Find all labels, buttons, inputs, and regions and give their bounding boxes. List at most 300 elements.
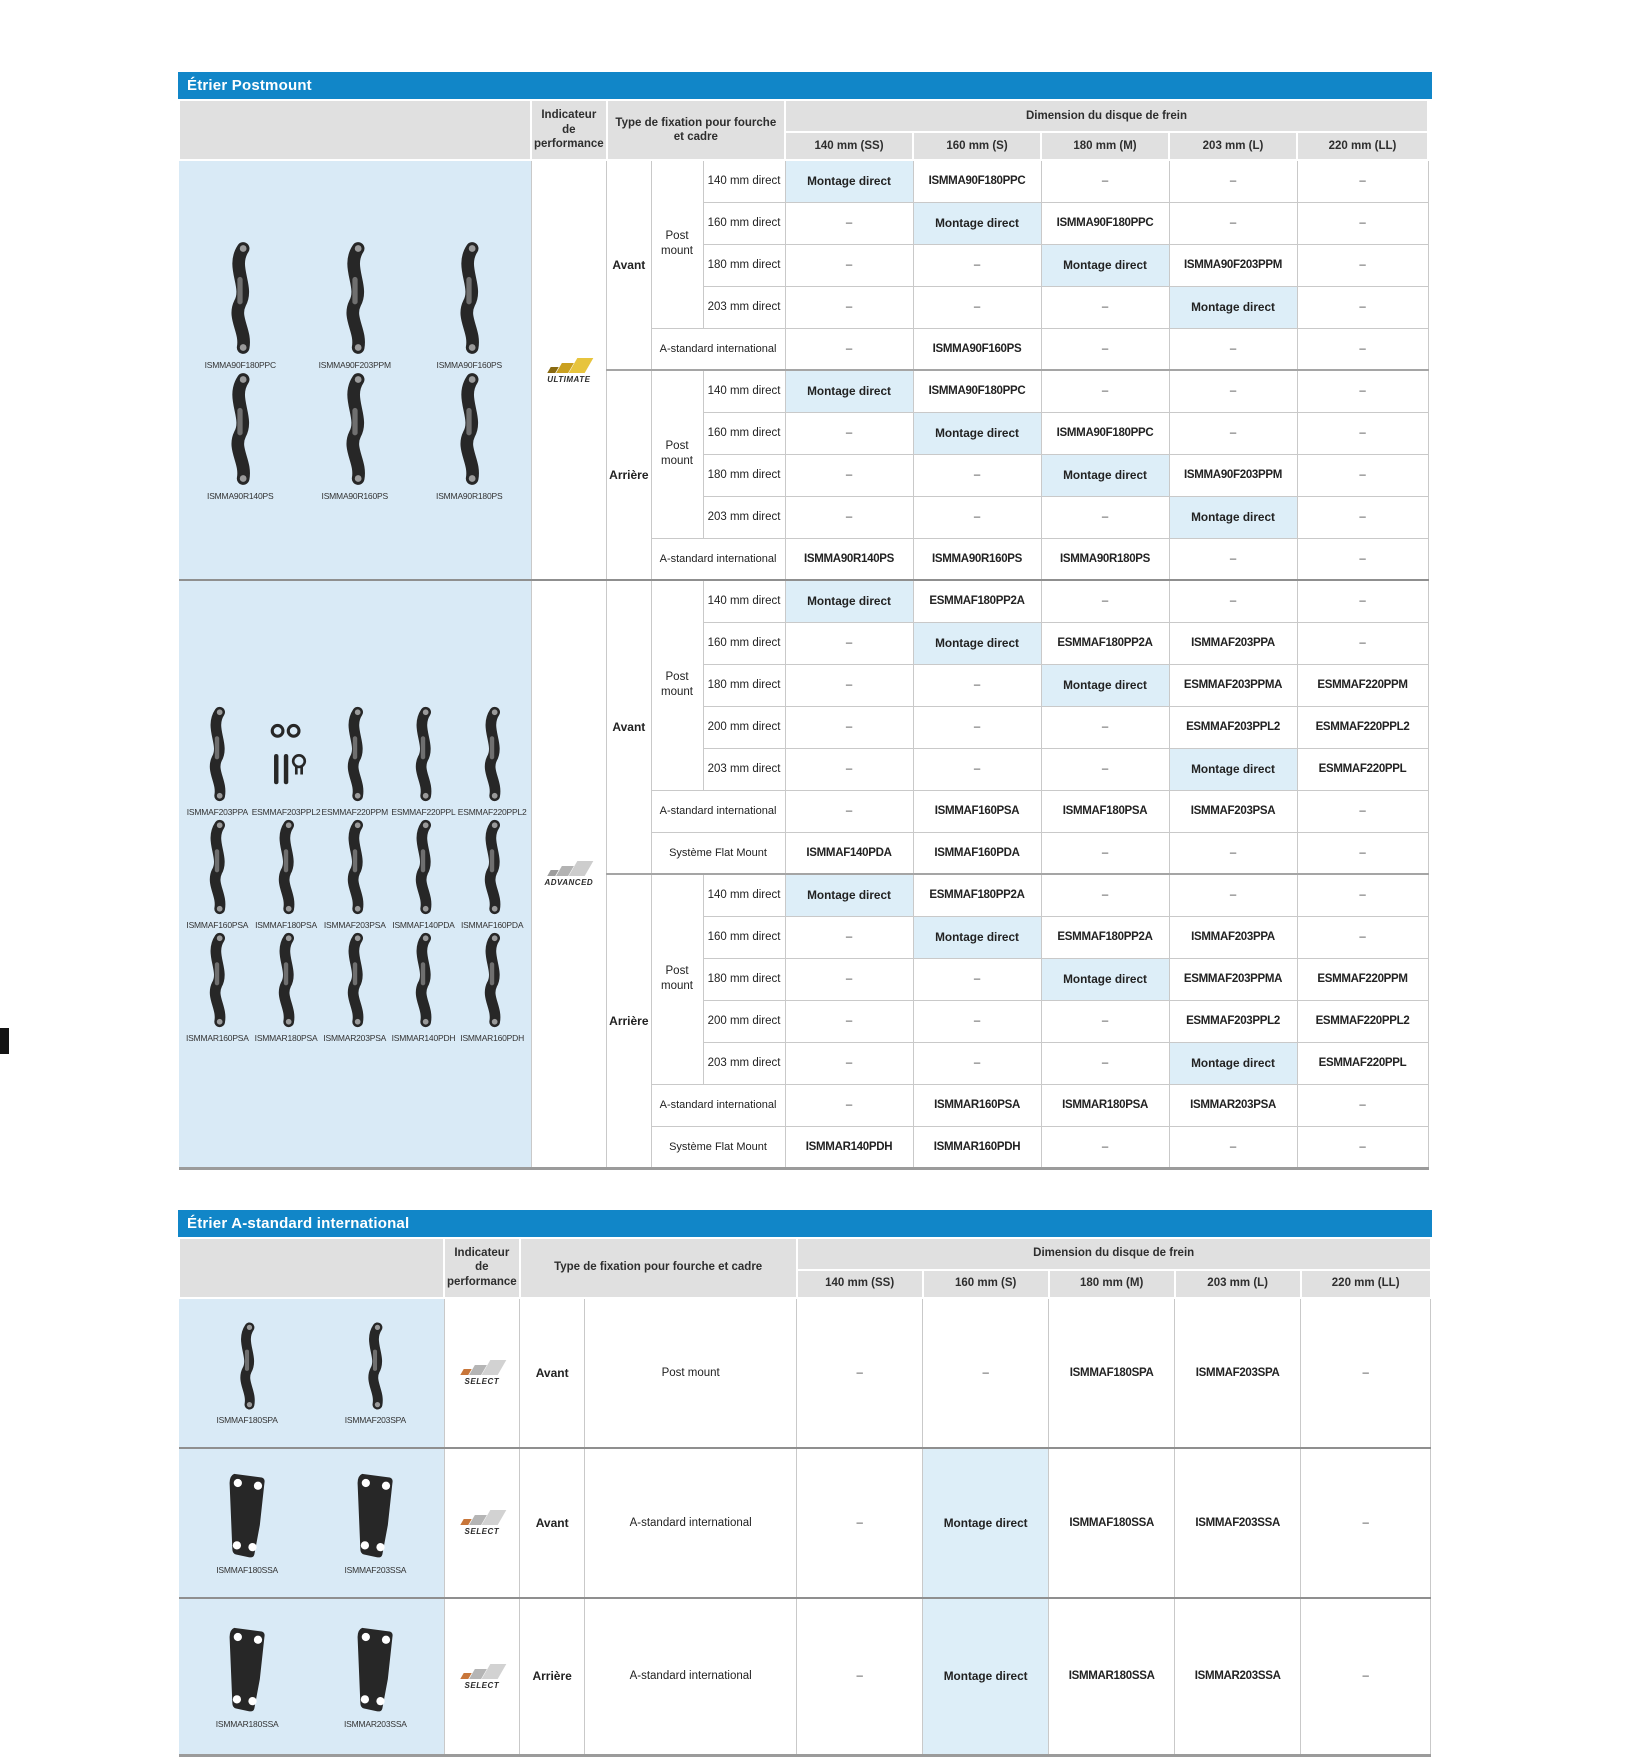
compat-cell-direct-mount: Montage direct: [785, 370, 913, 412]
compat-cell-empty: –: [1297, 496, 1428, 538]
compat-cell-model: ISMMA90R140PS: [785, 538, 913, 580]
direct-size-cell: 200 mm direct: [703, 1000, 785, 1042]
compat-cell-empty: –: [785, 958, 913, 1000]
compat-cell-direct-mount: Montage direct: [1041, 664, 1169, 706]
compat-cell-empty: –: [1041, 496, 1169, 538]
compat-cell-model: ESMMAF180PP2A: [1041, 622, 1169, 664]
mount-type-cell: Post mount: [651, 580, 703, 790]
product-figure: [389, 930, 458, 1043]
product-figure: [412, 370, 527, 501]
compat-cell-empty: –: [1297, 538, 1428, 580]
compat-cell-model: ISMMAF203PPA: [1169, 916, 1297, 958]
product-figure: [458, 817, 527, 930]
product-figure: [183, 1624, 311, 1729]
product-image-group: [183, 1624, 440, 1729]
product-code-label: ISMMAF180SSA: [216, 1565, 279, 1575]
product-code-label: ISMMAR203SSA: [343, 1718, 407, 1729]
astandard-table-host: [178, 1237, 1432, 1758]
compat-cell-empty: –: [1169, 538, 1297, 580]
compat-cell-empty: –: [1297, 916, 1428, 958]
compat-cell-empty: –: [797, 1448, 923, 1598]
compat-cell-empty: –: [1169, 832, 1297, 874]
adapter-bracket-image: [201, 930, 233, 1030]
fixation-type-cell: Système Flat Mount: [651, 1126, 785, 1168]
product-code-label: ISMMA90F180PPC: [204, 360, 276, 370]
compat-cell-model: ESMMAF180PP2A: [913, 874, 1041, 916]
performance-bars-icon: [549, 860, 589, 876]
fixation-type-cell: A-standard international: [651, 1084, 785, 1126]
performance-logo-ultimate: [532, 357, 607, 384]
compat-cell-model: ESMMAF220PPL: [1297, 1042, 1428, 1084]
compat-cell-empty: –: [785, 916, 913, 958]
compat-cell-empty: –: [785, 1042, 913, 1084]
compat-cell-empty: –: [1169, 370, 1297, 412]
adapter-bracket-image: [201, 817, 233, 917]
compat-cell-empty: –: [913, 454, 1041, 496]
product-code-label: ISMMA90F203PPM: [318, 360, 391, 370]
product-figure: [311, 1624, 439, 1729]
adapter-bracket-image: [270, 930, 302, 1030]
compat-cell-empty: –: [785, 412, 913, 454]
adapter-bracket-image: [221, 370, 259, 488]
compat-cell-empty: –: [1301, 1298, 1431, 1448]
product-code-label: ISMMAR180PSA: [254, 1033, 318, 1044]
compat-cell-empty: –: [1297, 1084, 1428, 1126]
product-code-label: ISMMAF180PSA: [255, 920, 317, 931]
compat-cell-model: ESMMAF220PPL: [1297, 748, 1428, 790]
product-code-label: ISMMAR203PSA: [323, 1033, 387, 1044]
compat-cell-empty: –: [913, 958, 1041, 1000]
compat-cell-empty: –: [1297, 286, 1428, 328]
compat-cell-empty: –: [785, 1000, 913, 1042]
compat-cell-empty: –: [785, 1084, 913, 1126]
product-figure: [252, 704, 321, 817]
compat-cell-direct-mount: Montage direct: [785, 160, 913, 202]
product-code-label: ISMMAR180SSA: [215, 1718, 279, 1729]
product-images-cell: [179, 1298, 444, 1448]
direct-size-cell: 140 mm direct: [703, 370, 785, 412]
astandard-title: Étrier A-standard international: [178, 1210, 1432, 1237]
orientation-cell: Avant: [520, 1448, 585, 1598]
product-figure: [252, 930, 321, 1043]
product-figure: [320, 930, 389, 1043]
astandard-compat-table: [178, 1237, 1432, 1758]
product-image-group: [183, 704, 527, 817]
performance-cell: [444, 1598, 520, 1756]
direct-size-cell: 160 mm direct: [703, 202, 785, 244]
compat-cell-empty: –: [1041, 370, 1169, 412]
product-code-label: ISMMAF140PDA: [392, 920, 455, 931]
orientation-cell: Arrière: [607, 370, 651, 580]
compat-cell-model: ISMMAF203SPA: [1175, 1298, 1301, 1448]
astandard-section: [178, 1210, 1432, 1758]
compat-cell-model: ISMMAF160PSA: [913, 790, 1041, 832]
compat-cell-direct-mount: Montage direct: [923, 1598, 1049, 1756]
direct-size-cell: 180 mm direct: [703, 664, 785, 706]
adapter-parts-kit-image: [266, 704, 307, 804]
header-row-groups: [179, 1238, 1431, 1270]
compat-cell-empty: –: [1041, 832, 1169, 874]
adapter-bracket-image: [336, 239, 374, 357]
performance-logo-select: [445, 1663, 520, 1690]
compat-cell-direct-mount: Montage direct: [1041, 958, 1169, 1000]
compat-cell-empty: –: [1297, 244, 1428, 286]
compat-cell-empty: –: [785, 748, 913, 790]
product-figure: [183, 1320, 311, 1425]
performance-name: SELECT: [464, 1377, 500, 1386]
compat-cell-empty: –: [1297, 1126, 1428, 1168]
mount-type-cell: Post mount: [651, 160, 703, 328]
compat-cell-empty: –: [785, 664, 913, 706]
compat-cell-model: ISMMA90F180PPC: [1041, 202, 1169, 244]
compat-cell-model: ISMMAF203PPA: [1169, 622, 1297, 664]
product-images-cell: [179, 580, 531, 1168]
postmount-table-host: [178, 99, 1432, 1170]
product-code-label: ISMMAR140PDH: [391, 1033, 456, 1044]
compat-cell-empty: –: [797, 1298, 923, 1448]
adapter-bracket-image: [450, 370, 488, 488]
direct-size-cell: 203 mm direct: [703, 496, 785, 538]
postmount-section: [178, 72, 1432, 1170]
compat-cell-empty: –: [1041, 1126, 1169, 1168]
orientation-cell: Avant: [607, 160, 651, 370]
mount-type-cell: Post mount: [651, 370, 703, 538]
performance-bars-icon: [462, 1359, 502, 1375]
compat-cell-direct-mount: Montage direct: [1169, 748, 1297, 790]
product-image-group: [183, 239, 527, 370]
compat-cell-direct-mount: Montage direct: [1169, 496, 1297, 538]
product-figure: [183, 817, 252, 930]
direct-size-cell: 140 mm direct: [703, 160, 785, 202]
disc-size-header: 203 mm (L): [1169, 132, 1297, 160]
images-header: [179, 100, 531, 160]
direct-size-cell: 160 mm direct: [703, 622, 785, 664]
compat-cell-model: ISMMA90R160PS: [913, 538, 1041, 580]
compat-cell-empty: –: [1297, 202, 1428, 244]
compat-cell-model: ISMMAR203PSA: [1169, 1084, 1297, 1126]
compat-cell-empty: –: [1297, 622, 1428, 664]
performance-header: Indicateur de performance: [444, 1238, 520, 1298]
compat-cell-direct-mount: Montage direct: [1041, 244, 1169, 286]
compat-cell-empty: –: [913, 1042, 1041, 1084]
compat-cell-empty: –: [923, 1298, 1049, 1448]
fixation-type-cell: A-standard international: [651, 328, 785, 370]
product-figure: [320, 704, 389, 817]
performance-cell: [531, 160, 607, 580]
disc-size-header: 160 mm (S): [913, 132, 1041, 160]
compat-cell-model: ISMMAF203SSA: [1175, 1448, 1301, 1598]
product-code-label: ISMMAF203SSA: [344, 1565, 407, 1575]
adapter-bracket-image: [270, 817, 302, 917]
compat-cell-direct-mount: Montage direct: [785, 580, 913, 622]
product-figure: [320, 817, 389, 930]
compat-cell-model: ISMMAR180PSA: [1041, 1084, 1169, 1126]
performance-bar-icon: [481, 1664, 506, 1679]
product-image-groups: [179, 1312, 444, 1433]
disc-size-header: 180 mm (M): [1041, 132, 1169, 160]
product-images-cell: [179, 1598, 444, 1756]
performance-logo-select: [445, 1509, 520, 1536]
product-image-groups: [179, 696, 531, 1051]
compat-cell-model: ISMMA90F160PS: [913, 328, 1041, 370]
direct-size-cell: 203 mm direct: [703, 748, 785, 790]
compat-cell-direct-mount: Montage direct: [1169, 1042, 1297, 1084]
product-code-label: ESMMAF220PPM: [321, 807, 389, 818]
compat-cell-model: ISMMA90F180PPC: [1041, 412, 1169, 454]
compat-cell-model: ISMMAR140PDH: [785, 1126, 913, 1168]
compat-cell-empty: –: [1169, 202, 1297, 244]
compat-cell-model: ISMMAR160PDH: [913, 1126, 1041, 1168]
direct-size-cell: 180 mm direct: [703, 958, 785, 1000]
compat-cell-empty: –: [1041, 748, 1169, 790]
compat-cell-model: ISMMA90F180PPC: [913, 370, 1041, 412]
compat-cell-model: ESMMAF220PPL2: [1297, 1000, 1428, 1042]
direct-size-cell: 203 mm direct: [703, 286, 785, 328]
disc-size-header: 180 mm (M): [1049, 1270, 1175, 1298]
compat-cell-model: ESMMAF203PPMA: [1169, 958, 1297, 1000]
compat-cell-empty: –: [785, 286, 913, 328]
compat-cell-model: ISMMA90F203PPM: [1169, 454, 1297, 496]
product-image-groups: [179, 1616, 444, 1737]
compat-cell-model: ESMMAF180PP2A: [913, 580, 1041, 622]
fixation-type-cell: Post mount: [585, 1298, 797, 1448]
product-code-label: ISMMA90R140PS: [207, 491, 274, 501]
performance-cell: [444, 1448, 520, 1598]
compat-cell-empty: –: [913, 706, 1041, 748]
compat-cell-direct-mount: Montage direct: [913, 202, 1041, 244]
compat-cell-model: ISMMAR180SSA: [1049, 1598, 1175, 1756]
fixation-header: Type de fixation pour fourche et cadre: [607, 100, 785, 160]
fixation-type-cell: A-standard international: [585, 1448, 797, 1598]
product-figure: [183, 1470, 311, 1575]
compat-cell-empty: –: [913, 286, 1041, 328]
disc-dimension-header: Dimension du disque de frein: [797, 1238, 1431, 1270]
compat-cell-empty: –: [1041, 1000, 1169, 1042]
product-code-label: ESMMAF220PPL2: [457, 807, 527, 818]
direct-size-cell: 140 mm direct: [703, 580, 785, 622]
compat-cell-empty: –: [1297, 832, 1428, 874]
performance-cell: [444, 1298, 520, 1448]
product-images-cell: [179, 1448, 444, 1598]
product-image-group: [183, 1470, 440, 1575]
compat-cell-empty: –: [785, 202, 913, 244]
compat-cell-empty: –: [1297, 580, 1428, 622]
fixation-type-cell: A-standard international: [651, 790, 785, 832]
compat-row: [179, 1298, 1431, 1448]
product-figure: [412, 239, 527, 370]
product-image-groups: [179, 231, 531, 509]
adapter-bracket-image: [360, 1320, 390, 1412]
orientation-cell: Arrière: [607, 874, 651, 1168]
product-code-label: ISMMAF160PDA: [461, 920, 524, 931]
compat-cell-empty: –: [1297, 160, 1428, 202]
orientation-cell: Avant: [607, 580, 651, 874]
header-row-groups: [179, 100, 1428, 132]
compat-cell-empty: –: [1169, 328, 1297, 370]
product-code-label: ISMMAF180SPA: [216, 1415, 278, 1425]
compat-cell-empty: –: [913, 496, 1041, 538]
page-edge-mark: [0, 1028, 9, 1054]
compat-cell-model: ESMMAF203PPMA: [1169, 664, 1297, 706]
product-figure: [298, 370, 413, 501]
compat-cell-empty: –: [913, 1000, 1041, 1042]
product-code-label: ISMMA90R160PS: [321, 491, 388, 501]
compat-cell-empty: –: [1169, 580, 1297, 622]
compat-cell-direct-mount: Montage direct: [913, 622, 1041, 664]
product-figure: [311, 1470, 439, 1575]
product-code-label: ESMMAF220PPL: [391, 807, 456, 818]
product-code-label: ISMMA90F160PS: [436, 360, 502, 370]
product-images-cell: [179, 160, 531, 580]
compat-cell-empty: –: [785, 328, 913, 370]
compat-cell-direct-mount: Montage direct: [1041, 454, 1169, 496]
compat-cell-empty: –: [1041, 1042, 1169, 1084]
product-image-group: [183, 1320, 440, 1425]
adapter-bracket-image: [339, 930, 371, 1030]
performance-bar-icon: [568, 358, 593, 373]
performance-logo-select: [445, 1359, 520, 1386]
performance-logo-advanced: [532, 860, 607, 887]
adapter-bracket-image: [221, 239, 259, 357]
compat-cell-empty: –: [1169, 874, 1297, 916]
compat-cell-empty: –: [1297, 454, 1428, 496]
compat-cell-empty: –: [785, 706, 913, 748]
compat-cell-empty: –: [913, 244, 1041, 286]
compat-cell-empty: –: [1041, 328, 1169, 370]
compat-cell-model: ISMMAF203PSA: [1169, 790, 1297, 832]
performance-name: ULTIMATE: [547, 374, 591, 384]
page-content: [178, 72, 1432, 1758]
compat-row: [179, 1448, 1431, 1598]
performance-bar-icon: [481, 1510, 506, 1525]
performance-bar-icon: [481, 1360, 506, 1375]
compat-cell-direct-mount: Montage direct: [785, 874, 913, 916]
product-code-label: ISMMAF203PPA: [186, 807, 248, 818]
compat-cell-model: ISMMAF180PSA: [1041, 790, 1169, 832]
direct-size-cell: 180 mm direct: [703, 454, 785, 496]
disc-size-header: 220 mm (LL): [1301, 1270, 1431, 1298]
direct-size-cell: 200 mm direct: [703, 706, 785, 748]
compat-cell-empty: –: [797, 1598, 923, 1756]
disc-size-header: 203 mm (L): [1175, 1270, 1301, 1298]
direct-size-cell: 160 mm direct: [703, 916, 785, 958]
product-code-label: ISMMA90R180PS: [436, 491, 503, 501]
compat-cell-empty: –: [785, 454, 913, 496]
direct-size-cell: 140 mm direct: [703, 874, 785, 916]
adapter-plate-image: [225, 1624, 269, 1716]
direct-size-cell: 180 mm direct: [703, 244, 785, 286]
disc-dimension-header: Dimension du disque de frein: [785, 100, 1428, 132]
compat-cell-empty: –: [1041, 580, 1169, 622]
compat-cell-empty: –: [785, 790, 913, 832]
product-figure: [389, 704, 458, 817]
compat-cell-model: ISMMAF180SSA: [1049, 1448, 1175, 1598]
compat-cell-direct-mount: Montage direct: [913, 916, 1041, 958]
compat-cell-empty: –: [1169, 1126, 1297, 1168]
compat-cell-direct-mount: Montage direct: [913, 412, 1041, 454]
performance-header: Indicateur de performance: [531, 100, 607, 160]
direct-size-cell: 160 mm direct: [703, 412, 785, 454]
product-figure: [311, 1320, 439, 1425]
compat-cell-model: ESMMAF203PPL2: [1169, 1000, 1297, 1042]
compat-cell-empty: –: [1297, 328, 1428, 370]
compat-cell-model: ESMMAF220PPM: [1297, 664, 1428, 706]
compat-cell-direct-mount: Montage direct: [923, 1448, 1049, 1598]
fixation-type-cell: A-standard international: [651, 538, 785, 580]
adapter-plate-image: [353, 1470, 397, 1562]
performance-name: SELECT: [464, 1527, 500, 1536]
performance-bars-icon: [462, 1663, 502, 1679]
adapter-bracket-image: [407, 817, 439, 917]
product-figure: [183, 370, 298, 501]
disc-size-header: 140 mm (SS): [785, 132, 913, 160]
adapter-bracket-image: [232, 1320, 262, 1412]
adapter-bracket-image: [339, 704, 371, 804]
performance-bars-icon: [462, 1509, 502, 1525]
direct-size-cell: 203 mm direct: [703, 1042, 785, 1084]
compat-cell-model: ISMMA90F180PPC: [913, 160, 1041, 202]
compat-cell-empty: –: [1169, 160, 1297, 202]
postmount-title: Étrier Postmount: [178, 72, 1432, 99]
adapter-bracket-image: [407, 704, 439, 804]
compat-cell-empty: –: [785, 496, 913, 538]
product-image-group: [183, 930, 527, 1043]
adapter-bracket-image: [476, 930, 508, 1030]
product-code-label: ISMMAF160PSA: [186, 920, 249, 931]
disc-size-header: 160 mm (S): [923, 1270, 1049, 1298]
product-code-label: ISMMAR160PDH: [460, 1033, 525, 1044]
compat-cell-empty: –: [1041, 874, 1169, 916]
performance-bar-icon: [568, 861, 593, 876]
compat-cell-model: ISMMAF140PDA: [785, 832, 913, 874]
compat-cell-empty: –: [1297, 790, 1428, 832]
compat-cell-empty: –: [1297, 874, 1428, 916]
compat-cell-empty: –: [1297, 412, 1428, 454]
fixation-type-cell: Système Flat Mount: [651, 832, 785, 874]
product-figure: [458, 930, 527, 1043]
product-code-label: ESMMAF203PPL2: [251, 807, 321, 818]
product-image-groups: [179, 1462, 444, 1583]
fixation-type-cell: A-standard international: [585, 1598, 797, 1756]
compat-cell-model: ISMMAF180SPA: [1049, 1298, 1175, 1448]
compat-cell-empty: –: [913, 748, 1041, 790]
product-figure: [389, 817, 458, 930]
compat-cell-model: ESMMAF203PPL2: [1169, 706, 1297, 748]
compat-row: [179, 580, 1428, 622]
images-header: [179, 1238, 444, 1298]
disc-size-header: 220 mm (LL): [1297, 132, 1428, 160]
product-figure: [458, 704, 527, 817]
compat-cell-model: ISMMA90R180PS: [1041, 538, 1169, 580]
postmount-compat-table: [178, 99, 1429, 1170]
compat-cell-empty: –: [1301, 1448, 1431, 1598]
performance-name: ADVANCED: [544, 878, 594, 888]
performance-bars-icon: [549, 357, 589, 373]
compat-cell-empty: –: [1041, 706, 1169, 748]
product-code-label: ISMMAR160PSA: [185, 1033, 249, 1044]
performance-name: SELECT: [464, 1680, 500, 1690]
mount-type-cell: Post mount: [651, 874, 703, 1084]
performance-cell: [531, 580, 607, 1168]
compat-row: [179, 1598, 1431, 1756]
compat-cell-empty: –: [913, 664, 1041, 706]
adapter-bracket-image: [339, 817, 371, 917]
compat-cell-empty: –: [1301, 1598, 1431, 1756]
product-figure: [183, 239, 298, 370]
compat-cell-empty: –: [785, 622, 913, 664]
compat-row: [179, 160, 1428, 202]
adapter-bracket-image: [336, 370, 374, 488]
